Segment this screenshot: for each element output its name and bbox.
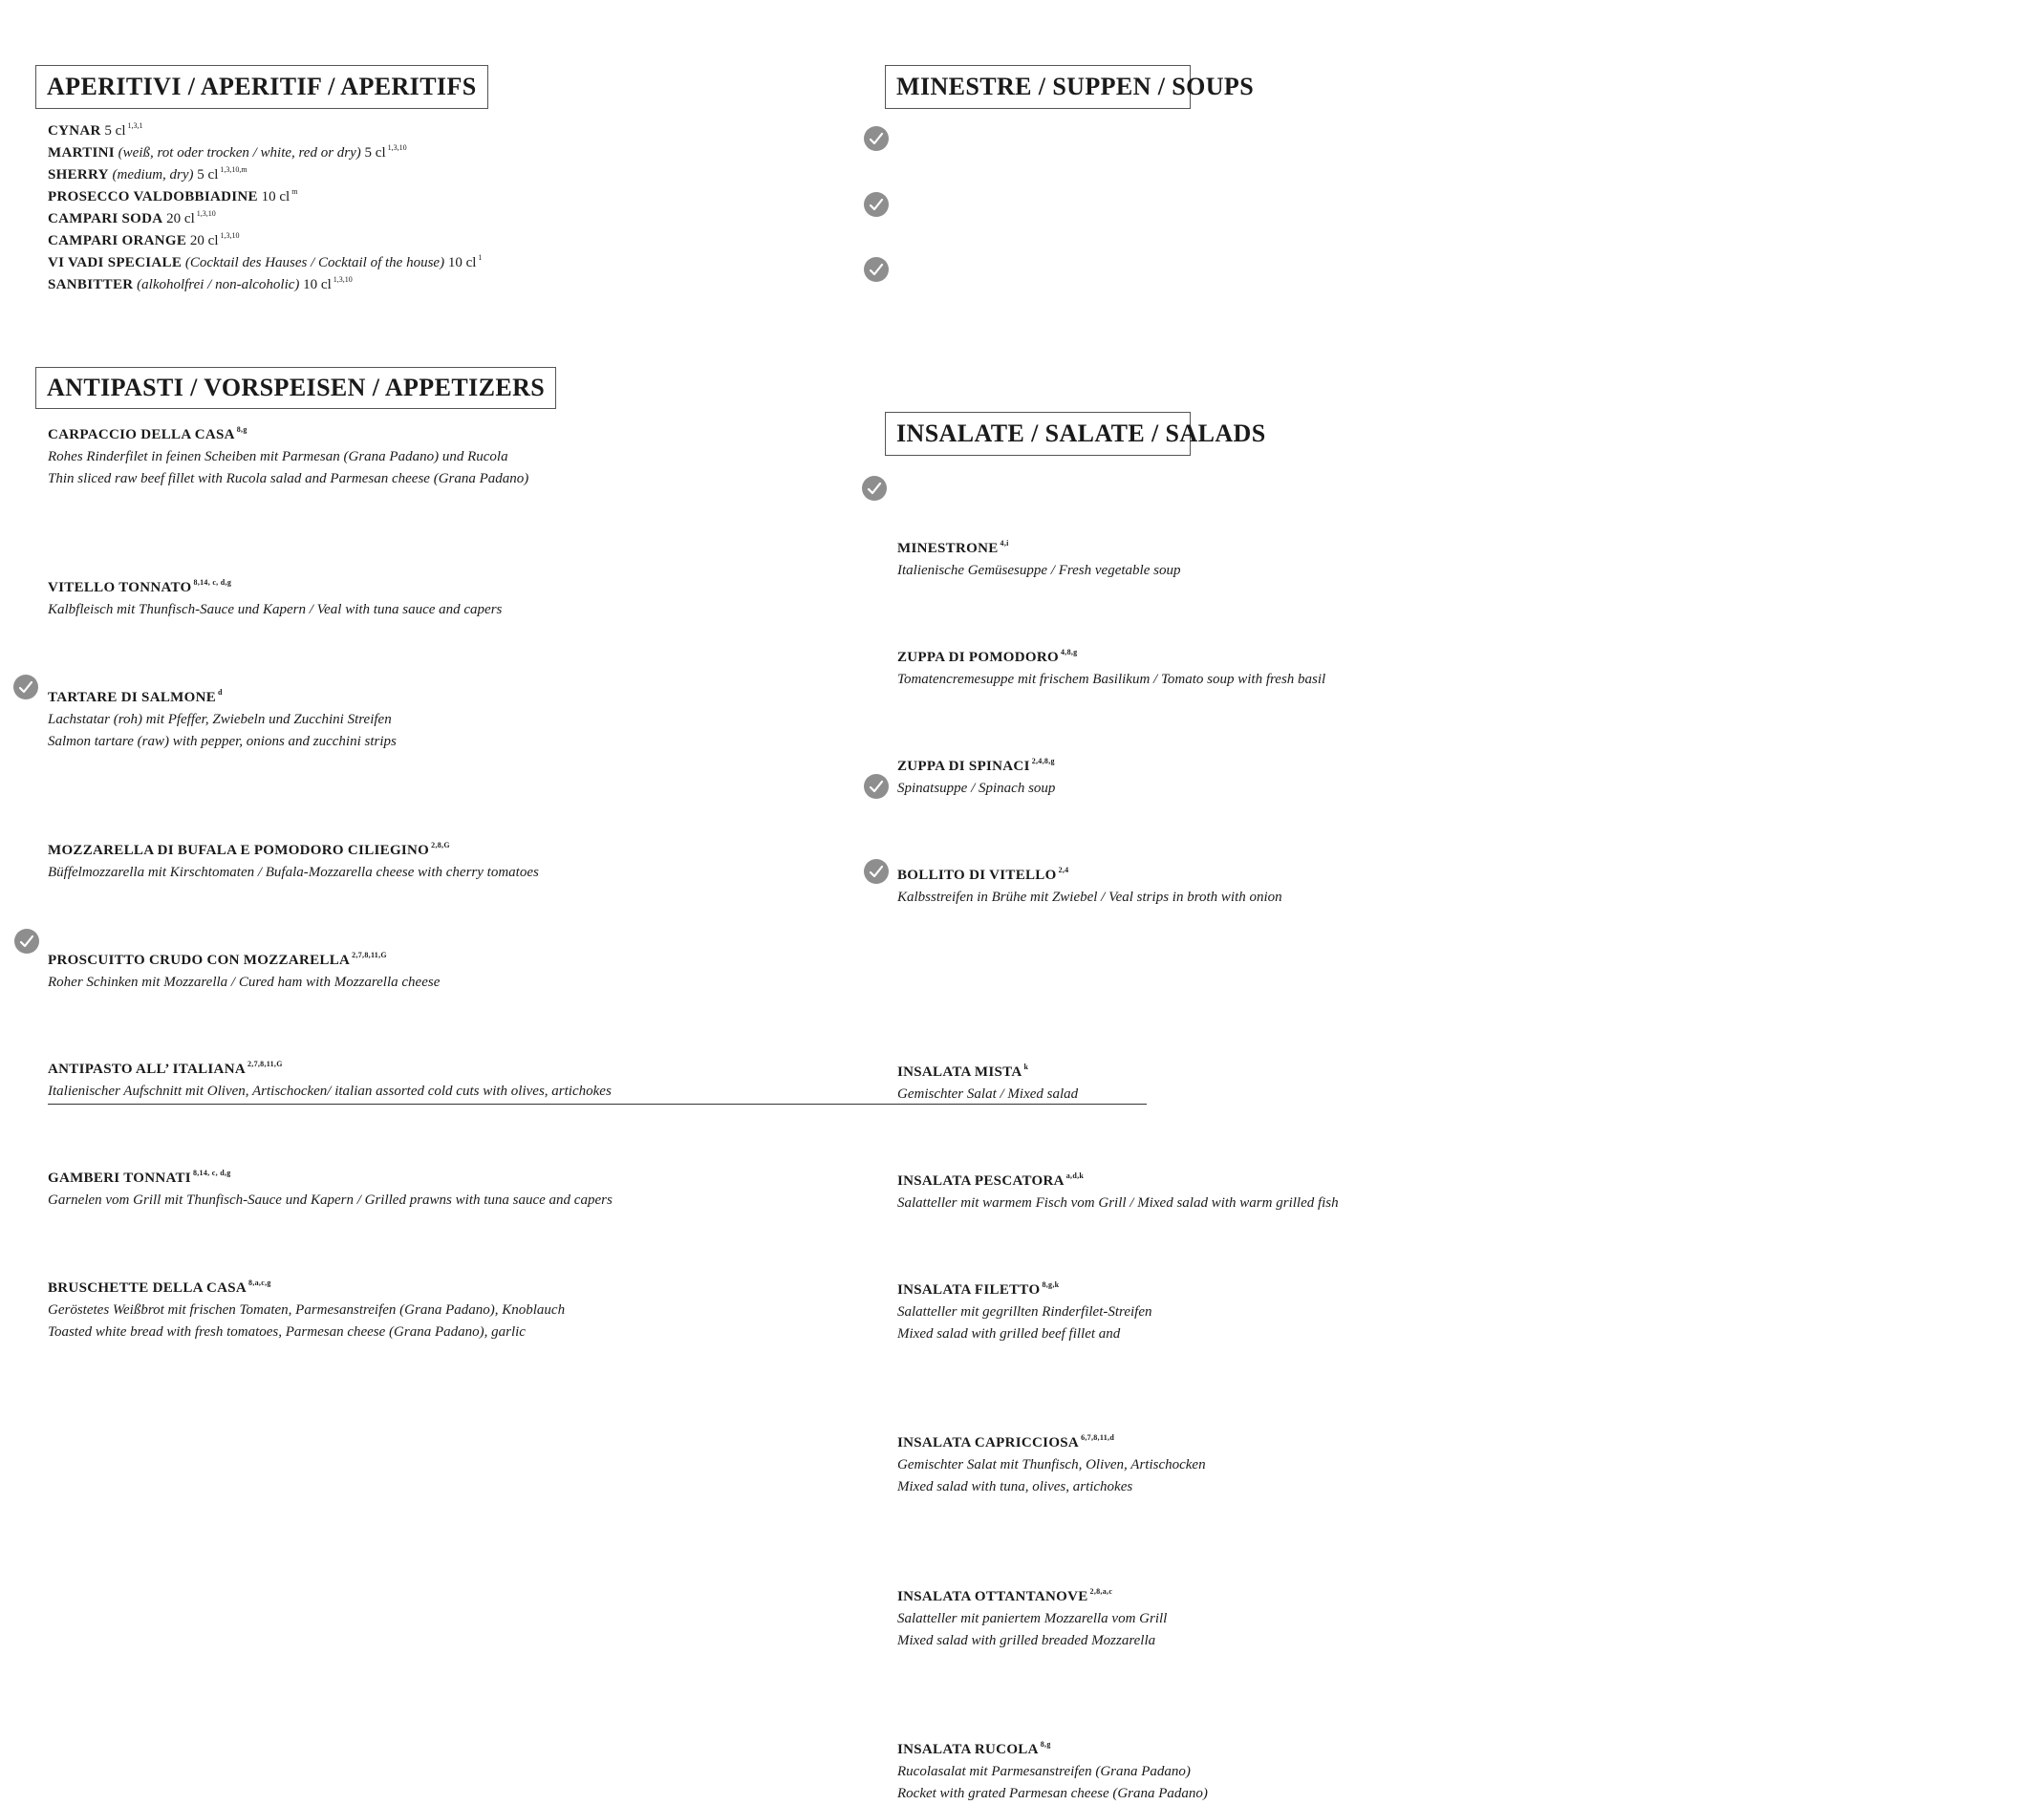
item-description: Salatteller mit paniertem Mozzarella vom Grill — [897, 1611, 1168, 1626]
item-name: INSALATA PESCATORA — [897, 1173, 1065, 1189]
item-name: MINESTRONE — [897, 541, 999, 556]
vegetarian-leaf-icon — [864, 257, 889, 282]
vegetarian-leaf-icon — [864, 859, 889, 884]
item-name: MOZZARELLA DI BUFALA E POMODORO CILIEGINO — [48, 843, 430, 858]
aperitivi-title: APERITIVI / APERITIF / APERITIFS — [35, 65, 488, 109]
vegetarian-leaf-icon — [864, 192, 889, 217]
allergen-codes: k — [1023, 1063, 1029, 1071]
item-description: Rucolasalat mit Parmesanstreifen (Grana Padano) — [897, 1764, 1191, 1779]
item-name: VITELLO TONNATO — [48, 580, 192, 595]
item-name: TARTARE DI SALMONE — [48, 690, 217, 705]
allergen-codes: 8,g — [1040, 1740, 1051, 1749]
allergen-codes: 2,8,a,c — [1089, 1587, 1113, 1596]
menu-item — [897, 1586, 2044, 1652]
allergen-codes: 6,7,8,11,d — [1081, 1433, 1115, 1442]
item-name: ZUPPA DI SPINACI — [897, 759, 1030, 774]
item-name: INSALATA CAPRICCIOSA — [897, 1435, 1080, 1450]
item-description: Rohes Rinderfilet in feinen Scheiben mit Parmesan (Grana Padano) und Rucola — [48, 449, 508, 464]
aperitif-item: VI VADI SPECIALE (Cocktail des Hauses / Cocktail of the house) 10 cl $^1$ — [48, 253, 483, 270]
aperitivi-list — [48, 120, 482, 296]
allergen-codes: 8,a,c,g — [248, 1279, 271, 1287]
aperitif-item: CAMPARI SODA 20 cl $^{1,3,10}$ — [48, 209, 216, 226]
menu-item — [897, 538, 2044, 582]
item-name: BRUSCHETTE DELLA CASA — [48, 1280, 247, 1296]
aperitif-item: SHERRY (medium, dry) 5 cl $^{1,3,10,m}$ — [48, 165, 247, 183]
menu-item — [897, 865, 2044, 909]
item-name: INSALATA FILETTO — [897, 1282, 1041, 1298]
allergen-codes: 8,g — [236, 425, 247, 434]
aperitif-item: PROSECCO VALDOBBIADINE 10 cl $^m$ — [48, 187, 298, 204]
allergen-codes: 2,7,8,11,G — [352, 951, 387, 959]
antipasti-title: ANTIPASTI / VORSPEISEN / APPETIZERS — [35, 367, 556, 409]
menu-item — [897, 1432, 2044, 1498]
allergen-codes: a,d,k — [1065, 1171, 1085, 1180]
vegetarian-leaf-icon — [864, 774, 889, 799]
menu-item — [897, 647, 2044, 691]
minestre-title: MINESTRE / SUPPEN / SOUPS — [885, 65, 1191, 109]
item-description: Tomatencremesuppe mit frischem Basilikum / Tomato soup with fresh basil — [897, 672, 1326, 687]
item-description: Italienische Gemüsesuppe / Fresh vegetable soup — [897, 563, 1181, 578]
vegetarian-leaf-icon — [13, 675, 38, 699]
item-name: INSALATA MISTA — [897, 1064, 1022, 1080]
menu-item — [897, 1739, 2044, 1805]
item-description: Kalbsstreifen in Brühe mit Zwiebel / Veal strips in broth with onion — [897, 890, 1282, 905]
item-description: Mixed salad with tuna, olives, artichokes — [897, 1479, 1133, 1494]
aperitif-item: CYNAR 5 cl $^{1,3,1}$ — [48, 121, 143, 139]
allergen-codes: 2,7,8,11,G — [247, 1060, 283, 1068]
vegetarian-leaf-icon — [14, 929, 39, 954]
item-description: Geröstetes Weißbrot mit frischen Tomaten, Parmesanstreifen (Grana Padano), Knoblauch — [48, 1302, 566, 1318]
insalate-title: INSALATE / SALATE / SALADS — [885, 412, 1191, 456]
allergen-codes: 8,14, c, d,g — [193, 578, 232, 587]
item-description: Kalbfleisch mit Thunfisch-Sauce und Kapern / Veal with tuna sauce and capers — [48, 602, 503, 617]
item-description: Toasted white bread with fresh tomatoes, Parmesan cheese (Grana Padano), garlic — [48, 1324, 526, 1340]
item-name: CARPACCIO DELLA CASA — [48, 427, 235, 442]
item-description: Mixed salad with grilled beef fillet and — [897, 1326, 1121, 1342]
menu-item — [48, 687, 1194, 753]
item-name: PROSCUITTO CRUDO CON MOZZARELLA — [48, 953, 351, 968]
menu-item — [897, 756, 2044, 800]
allergen-codes: 4,i — [1000, 539, 1009, 548]
allergen-codes: 8,14, c, d,g — [192, 1169, 231, 1177]
item-description: Roher Schinken mit Mozzarella / Cured ham with Mozzarella cheese — [48, 975, 441, 990]
item-description: Thin sliced raw beef fillet with Rucola salad and Parmesan cheese (Grana Padano) — [48, 471, 529, 486]
bottom-divider — [48, 1104, 1147, 1105]
menu-item — [48, 577, 1194, 621]
allergen-codes: 2,8,G — [431, 841, 450, 849]
vegetarian-leaf-icon — [864, 126, 889, 151]
vegetarian-leaf-icon — [862, 476, 887, 501]
item-name: ANTIPASTO ALL’ ITALIANA — [48, 1062, 246, 1077]
aperitif-item: SANBITTER (alkoholfrei / non-alcoholic) 10 cl $^{1,3,10}$ — [48, 275, 353, 292]
item-description: Mixed salad with grilled breaded Mozzarella — [897, 1633, 1156, 1648]
item-description: Spinatsuppe / Spinach soup — [897, 781, 1056, 796]
item-description: Italienischer Aufschnitt mit Oliven, Artischocken/ italian assorted cold cuts with olives, artichokes — [48, 1084, 612, 1099]
item-description: Gemischter Salat mit Thunfisch, Oliven, Artischocken — [897, 1457, 1206, 1472]
aperitif-item: CAMPARI ORANGE 20 cl $^{1,3,10}$ — [48, 231, 240, 248]
item-description: Lachstatar (roh) mit Pfeffer, Zwiebeln und Zucchini Streifen — [48, 712, 392, 727]
item-name: INSALATA RUCOLA — [897, 1742, 1039, 1757]
menu-item — [897, 1062, 2044, 1106]
item-name: INSALATA OTTANTANOVE — [897, 1589, 1088, 1604]
item-description: Gemischter Salat / Mixed salad — [897, 1086, 1079, 1102]
allergen-codes: 4,8,g — [1060, 648, 1078, 656]
item-description: Garnelen vom Grill mit Thunfisch-Sauce und Kapern / Grilled prawns with tuna sauce and capers — [48, 1193, 613, 1208]
item-description: Salmon tartare (raw) with pepper, onions and zucchini strips — [48, 734, 397, 749]
menu-item — [897, 1171, 2044, 1214]
menu-item — [48, 950, 1194, 994]
allergen-codes: d — [218, 688, 223, 697]
item-description: Büffelmozzarella mit Kirschtomaten / Bufala-Mozzarella cheese with cherry tomatoes — [48, 865, 539, 880]
allergen-codes: 2,4,8,g — [1031, 757, 1055, 765]
item-name: ZUPPA DI POMODORO — [897, 650, 1059, 665]
aperitif-item: MARTINI (weiß, rot oder trocken / white, red or dry) 5 cl $^{1,3,10}$ — [48, 143, 407, 161]
item-description: Salatteller mit warmem Fisch vom Grill / Mixed salad with warm grilled fish — [897, 1195, 1339, 1211]
allergen-codes: 8,g,k — [1042, 1280, 1060, 1289]
item-description: Rocket with grated Parmesan cheese (Grana Padano) — [897, 1786, 1208, 1801]
allergen-codes: 2,4 — [1058, 866, 1069, 874]
menu-item — [897, 1279, 2044, 1345]
item-description: Salatteller mit gegrillten Rinderfilet-Streifen — [897, 1304, 1152, 1320]
item-name: GAMBERI TONNATI — [48, 1171, 191, 1186]
item-name: BOLLITO DI VITELLO — [897, 868, 1057, 883]
